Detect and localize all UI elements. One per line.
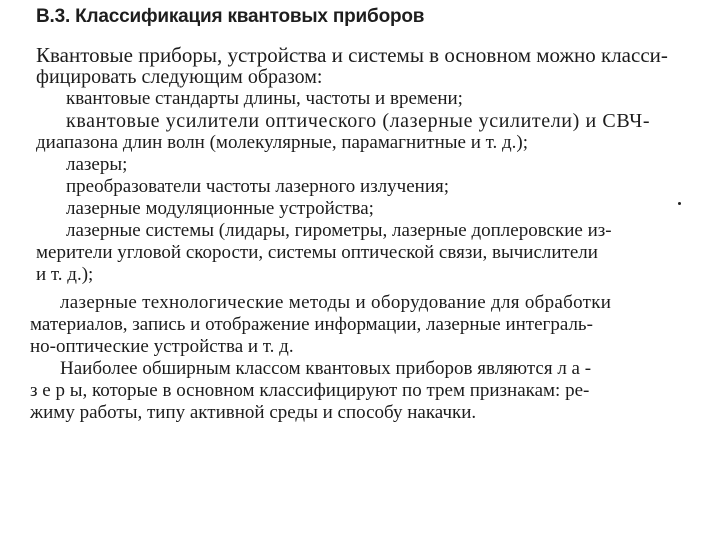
body-line-5: диапазона длин волн (молекулярные, парамагнитные и т. д.); bbox=[36, 132, 529, 153]
body-line-9: лазерные системы (лидары, гирометры, лазерные доплеровские из- bbox=[66, 220, 612, 241]
body-line-15: Наиболее обширным классом квантовых приборов являются л а - bbox=[60, 358, 592, 379]
body-line-13: материалов, запись и отображение информации, лазерные интеграль- bbox=[30, 314, 593, 335]
body-line-16: з е р ы, которые в основном классифицируют по трем признакам: ре- bbox=[30, 380, 590, 401]
body-line-12: лазерные технологические методы и оборудование для обработки bbox=[60, 292, 612, 313]
body-line-10: мерители угловой скорости, системы оптической связи, вычислители bbox=[36, 242, 598, 263]
body-line-14: но-оптические устройства и т. д. bbox=[30, 336, 294, 357]
scan-speck bbox=[678, 202, 681, 205]
body-line-17: жиму работы, типу активной среды и способу накачки. bbox=[30, 402, 477, 423]
body-line-4: квантовые усилители оптического (лазерные усилители) и СВЧ- bbox=[66, 110, 651, 132]
body-line-8: лазерные модуляционные устройства; bbox=[66, 198, 374, 219]
body-line-11: и т. д.); bbox=[36, 264, 94, 285]
body-line-3: квантовые стандарты длины, частоты и времени; bbox=[66, 88, 463, 109]
body-line-2: фицировать следующим образом: bbox=[36, 66, 323, 88]
body-line-6: лазеры; bbox=[66, 154, 128, 175]
body-line-1: Квантовые приборы, устройства и системы в основном можно класси- bbox=[36, 43, 668, 67]
section-heading: В.3. Классификация квантовых приборов bbox=[36, 6, 425, 27]
body-line-7: преобразователи частоты лазерного излучения; bbox=[66, 176, 450, 197]
